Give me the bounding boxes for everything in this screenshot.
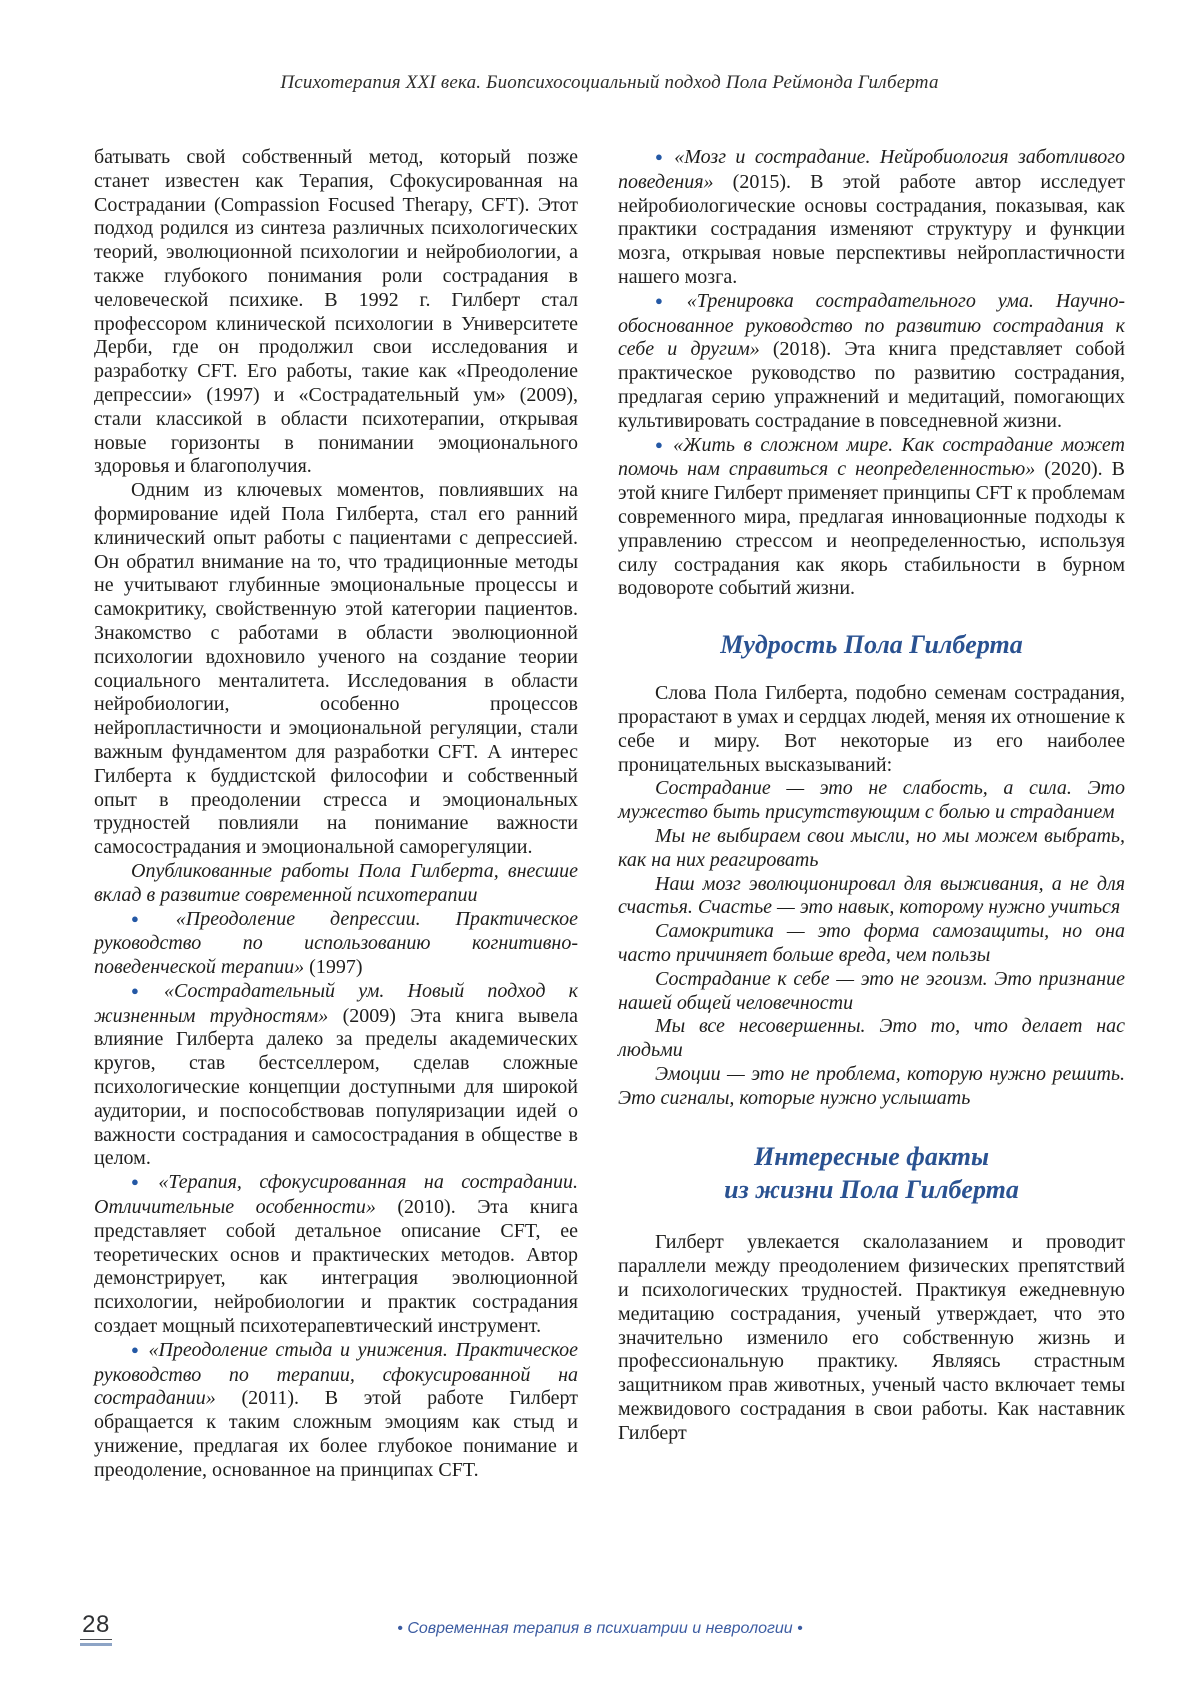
book-description: (2018). Эта книга представляет собой практическое руководство по развитию сострадания, предлагая серию упражнений и медитаций, помогающих культивировать сострадание в повседневной жизни. xyxy=(618,338,1125,432)
book-list-item xyxy=(94,980,578,1171)
page-number: 28 xyxy=(82,1611,110,1638)
bullet-icon: ● xyxy=(655,149,668,164)
quote: Эмоции — это не проблема, которую нужно решить. Это сигналы, которые нужно услышать xyxy=(618,1062,1125,1109)
book-title: «Терапия, сфокусированная на сострадании. Отличительные особенности» xyxy=(94,1171,579,1219)
book-description: (2015). В этой работе автор исследует нейробиологические основы сострадания, показывая, как практики сострадания изменяют структуру и функции мозга, открывая новые перспективы нейропластичности нашего мозга. xyxy=(618,170,1125,288)
journal-footer: • Современная терапия в психиатрии и неврологии • xyxy=(397,1620,803,1637)
facts-heading-line2: из жизни Пола Гилберта xyxy=(724,1175,1019,1205)
content-columns xyxy=(94,146,1125,1483)
running-head: Психотерапия XXI века. Биопсихосоциальный подход Пола Реймонда Гилберта xyxy=(280,72,939,93)
wisdom-intro: Слова Пола Гилберта, подобно семенам сострадания, прорастают в умах и сердцах людей, меняя их отношение к себе и миру. Вот некоторые из его наиболее проницательных высказываний: xyxy=(618,682,1125,776)
right-column xyxy=(618,146,1125,1483)
book-list-item xyxy=(94,1171,578,1339)
book-list-item xyxy=(618,290,1125,434)
bullet-icon: ● xyxy=(131,1341,142,1357)
book-title: «Преодоление стыда и унижения. Практическое руководство по терапии, сфокусированной на сострадании» xyxy=(94,1338,578,1410)
book-description: (1997) xyxy=(309,956,363,979)
works-intro: Опубликованные работы Пола Гилберта, внесшие вклад в развитие современной психотерапии xyxy=(94,859,578,906)
left-column xyxy=(94,146,578,1483)
book-description: (2020). В этой книге Гилберт применяет принципы CFT к проблемам современного мира, предлагая инновационные подходы к управлению стрессом и неопределенностью, используя силу сострадания как якорь стабильности в бурном водовороте событий жизни. xyxy=(618,458,1125,600)
book-title: «Мозг и сострадание. Нейробиология заботливого поведения» xyxy=(618,146,1125,193)
section-heading-facts xyxy=(618,1140,1125,1206)
book-title: «Жить в сложном мире. Как сострадание может помочь нам справиться с неопределенностью» xyxy=(618,433,1125,481)
book-description: (2011). В этой работе Гилберт обращается к таким сложным эмоциям как стыд и унижение, предлагая их более глубокое понимание и преодоление, основанное на принципах CFT. xyxy=(94,1387,579,1481)
book-list-item xyxy=(618,146,1125,290)
book-title: «Тренировка сострадательного ума. Научно-обоснованное руководство по развитию сострадания к себе и другим» xyxy=(618,289,1125,361)
body-paragraph: батывать свой собственный метод, который позже станет известен как Терапия, Сфокусированная на Сострадании (Compassion Focused Therapy, CFT). Этот подход родился из синтеза различных психологических теорий, эволюционной психологии и нейробиологии, а также глубокого понимания роли сострадания в человеческой психике. В 1992 г. Гилберт стал профессором клинической психологии в Университете Дерби, где он продолжил свои исследования и разработку CFT. Его работы, такие как «Преодоление депрессии» (1997) и «Сострадательный ум» (2009), стали классикой в области психотерапии, открывая новые горизонты в понимании эмоционального здоровья и благополучия. xyxy=(94,146,578,478)
book-list-item xyxy=(94,1339,578,1483)
book-description: (2009) Эта книга вывела влияние Гилберта далеко за пределы академических кругов, став бестселлером, сделав сложные психологические концепции доступными для широкой аудитории, и поспособствовав популяризации идей о важности сострадания и самосострадания в обществе в целом. xyxy=(94,1004,579,1170)
bullet-icon: ● xyxy=(131,982,158,998)
quote: Сострадание к себе — это не эгоизм. Это признание нашей общей человечности xyxy=(618,967,1125,1014)
footer xyxy=(0,1606,1200,1666)
book-description: (2010). Эта книга представляет собой детальное описание CFT, ее теоретических основ и практических методов. Автор демонстрирует, как интеграция эволюционной психологии, нейробиологии и практик сострадания создает мощный психотерапевтический инструмент. xyxy=(94,1196,579,1338)
page-number-block xyxy=(80,1612,112,1646)
bullet-icon: ● xyxy=(131,1174,152,1190)
book-title: «Преодоление депрессии. Практическое руководство по использованию когнитивно-поведенческой терапии» xyxy=(94,907,578,979)
bullet-icon: ● xyxy=(655,436,667,452)
page-number-rule xyxy=(80,1643,112,1646)
bullet-icon: ● xyxy=(131,910,169,926)
bullet-icon: ● xyxy=(655,292,680,308)
quote: Самокритика — это форма самозащиты, но она часто причиняет больше вреда, чем пользы xyxy=(618,920,1125,966)
book-list-item xyxy=(94,908,578,980)
quote: Мы не выбираем свои мысли, но мы можем выбрать, как на них реагировать xyxy=(618,824,1125,871)
book-title: «Сострадательный ум. Новый подход к жизненным трудностям» xyxy=(94,979,578,1027)
facts-paragraph: Гилберт увлекается скалолазанием и проводит параллели между преодолением физических препятствий и психологических трудностей. Практикуя ежедневную медитацию сострадания, ученый утверждает, что это значительно изменило его собственную жизнь и профессиональную практику. Являясь страстным защитником прав животных, ученый часто включает темы межвидового сострадания в свои работы. Как наставник Гилберт xyxy=(618,1231,1125,1444)
facts-heading-line1: Интересные факты xyxy=(753,1142,990,1172)
quote: Мы все несовершенны. Это то, что делает нас людьми xyxy=(618,1015,1125,1062)
quote: Наш мозг эволюционировал для выживания, а не для счастья. Счастье — это навык, которому нужно учиться xyxy=(618,872,1125,919)
quote: Сострадание — это не слабость, а сила. Это мужество быть присутствующим с болью и страданием xyxy=(618,777,1125,824)
book-list-item xyxy=(618,434,1125,602)
section-heading-wisdom: Мудрость Пола Гилберта xyxy=(720,630,1023,660)
body-paragraph: Одним из ключевых моментов, повлиявших на формирование идей Пола Гилберта, стал его ранний клинический опыт работы с пациентами с депрессией. Он обратил внимание на то, что традиционные методы не учитывают глубинные эмоциональные процессы и самокритику, свойственную этой категории пациентов. Знакомство с работами в области эволюционной психологии вдохновило ученого на создание теории социального менталитета. Исследования в области нейробиологии, особенно процессов нейропластичности и эмоциональной регуляции, стали важным фундаментом для разработки CFT. А интерес Гилберта к буддистской философии и собственный опыт в преодолении стресса и эмоциональных трудностей повлияли на понимание важности самосострадания и эмоциональной саморегуляции. xyxy=(94,479,578,859)
